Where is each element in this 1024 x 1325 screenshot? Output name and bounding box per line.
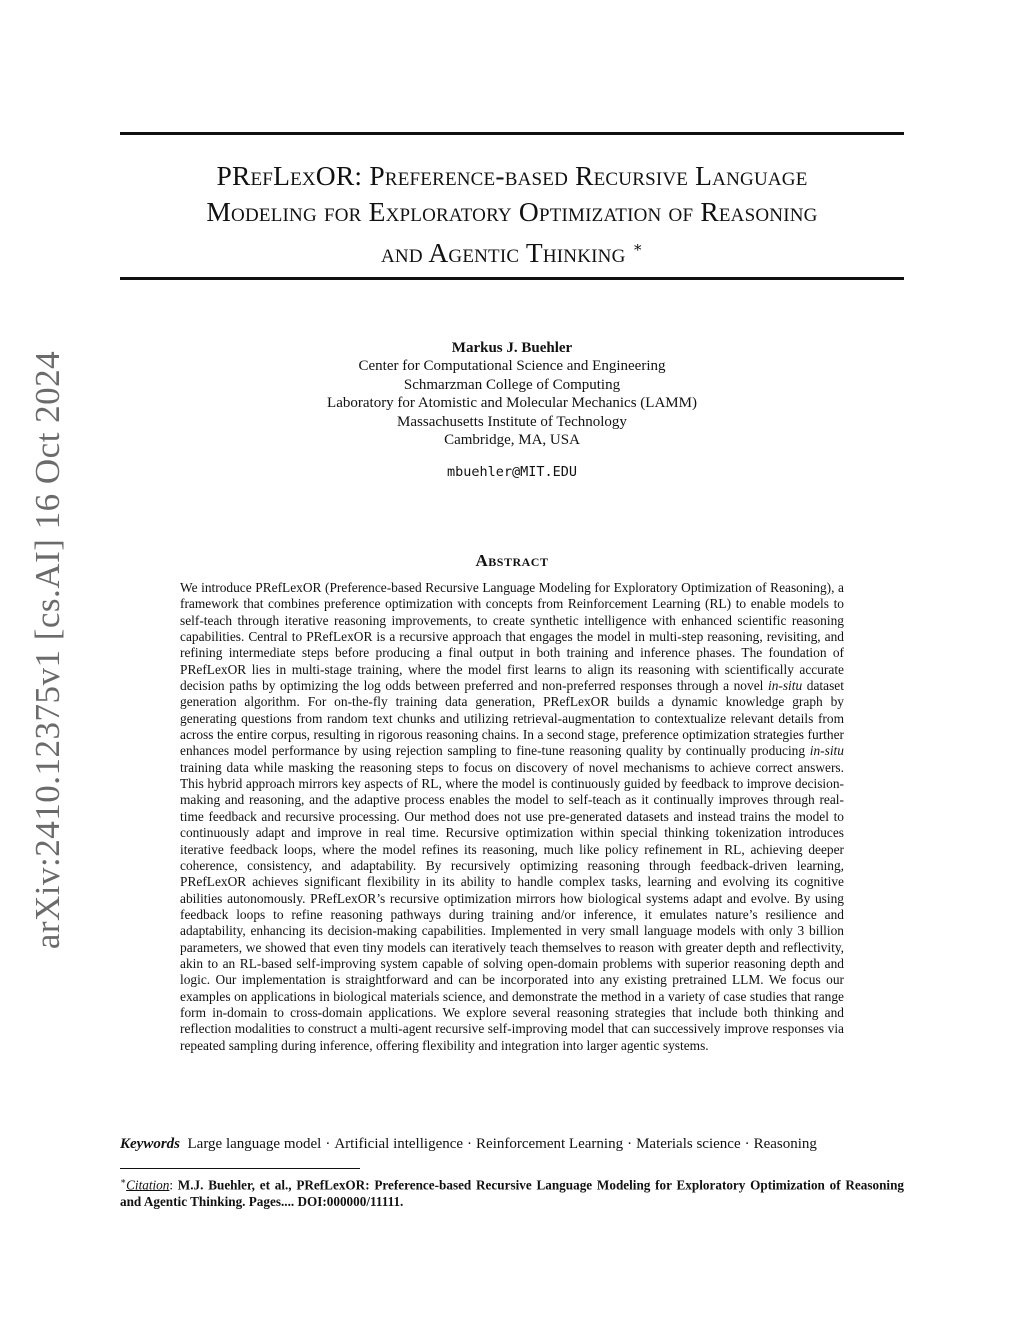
title-footnote-marker: ∗ (632, 240, 643, 256)
author-block (120, 339, 904, 482)
keyword-separator: · (325, 1136, 331, 1152)
footnote-rule (120, 1168, 360, 1169)
title-line-2: Modeling for Exploratory Optimization of Reasoning (206, 196, 818, 227)
footnote-marker: ∗ (120, 1176, 127, 1186)
keyword-separator: · (744, 1136, 750, 1152)
keyword-item: Reasoning (753, 1136, 817, 1152)
title-line-3 (120, 230, 904, 271)
arxiv-stamp-text: arXiv:2410.12375v1 [cs.AI] 16 Oct 2024 (28, 350, 67, 950)
abstract-text-3: training data while masking the reasoning steps to focus on discovery of novel mechanisms to achieve correct answers. This hybrid approach mirrors key aspects of RL, where the model is continuously guided by feedback to improve decision-making and reasoning, and the adaptive process enables the model to self-teach as it continually improves through real-time feedback and recursive processing. Our method does not use pre-generated datasets and instead trains the model to continuously adapt and improve in real time. Recursive optimization within special thinking tokenization introduces iterative feedback loops, where the model refines its reasoning, much like policy refinement in RL, achieving deeper coherence, consistency, and adaptability. By recursively optimizing reasoning through feedback-driven learning, PRefLexOR achieves significant flexibility in its ability to handle complex tasks, learning and evolving its cognitive abilities autonomously. PRefLexOR’s recursive optimization mirrors how biological systems adapt and evolve. By using feedback loops to refine reasoning pathways during training and/or inference, it emulates nature’s resilience and adaptability, enhancing its decision-making capabilities. Implemented in very small language models with only 3 billion parameters, we showed that even tiny models can iteratively teach themselves to reason with greater depth and reflectivity, akin to an RL-based self-improving system capable of solving open-domain problems with superior reasoning depth and logic. Our implementation is straightforward and can be incorporated into any existing pretrained LLM. We focus our examples on applications in biological materials science, and demonstrate the method in a variety of case studies that range form in-domain to cross-domain applications. We explore several reasoning strategies that include both thinking and reflection modalities to construct a multi-agent recursive self-improving model that can successively improve responses via repeated sampling during inference, offering flexibility and integration into larger agentic systems. (180, 759, 844, 1053)
keyword-item: Large language model (187, 1136, 322, 1152)
paper-title (120, 158, 904, 271)
abstract-italic-1: in-situ (767, 678, 803, 694)
title-line-3-text: and Agentic Thinking (381, 237, 626, 269)
footnote-citation-label[interactable]: Citation (126, 1177, 170, 1193)
keywords-label: Keywords (120, 1136, 180, 1152)
abstract-text-2: dataset generation algorithm. For on-the-fly training data generation, PRefLexOR builds a dynamic knowledge graph by generating questions from random text chunks and utilizing retrieval-augmentation to contextualize relevant details from across the entire corpus, resulting in rigorous reasoning chains. In a second stage, preference optimization strategies further enhances model performance by using rejection sampling to fine-tune reasoning quality by continually producing (180, 678, 844, 759)
affiliation-line: Laboratory for Atomistic and Molecular Mechanics (LAMM) (327, 395, 697, 412)
title-rule-bottom (120, 277, 904, 280)
keyword-separator: · (627, 1136, 633, 1152)
title-rule-top (120, 132, 904, 135)
affiliation-line: Massachusetts Institute of Technology (397, 413, 627, 430)
keyword-item: Materials science (636, 1136, 741, 1152)
footnote-colon: : (169, 1177, 174, 1193)
citation-footnote (120, 1173, 904, 1210)
keywords-line (120, 1136, 920, 1153)
affiliation-line: Cambridge, MA, USA (444, 432, 580, 449)
abstract-paragraph (180, 580, 844, 1054)
affiliation-line: Center for Computational Science and Engineering (358, 358, 666, 375)
keyword-item: Reinforcement Learning (476, 1136, 624, 1152)
abstract-text-1: We introduce PRefLexOR (Preference-based Recursive Language Modeling for Exploratory Optimization of Reasoning), a framework that combines preference optimization with concepts from Reinforcement Learning (RL) to enable models to self-teach through iterative reasoning improvements, to create synthetic intelligence with enhanced scientific reasoning capabilities. Central to PRefLexOR is a recursive approach that engages the model in multi-step reasoning, revisiting, and refining intermediate steps before producing a final output in both training and inference phases. The foundation of PRefLexOR lies in multi-stage training, where the model first learns to align its reasoning with scientifically accurate decision paths by optimizing the log odds between preferred and non-preferred responses through a novel (180, 580, 844, 694)
abstract-body (180, 580, 844, 1054)
abstract-italic-2: in-situ (809, 743, 844, 759)
title-line-1: PRefLexOR: Preference-based Recursive Language (216, 160, 808, 191)
author-name: Markus J. Buehler (451, 340, 573, 356)
abstract-heading: Abstract (475, 551, 549, 570)
keyword-item: Artificial intelligence (334, 1136, 464, 1152)
keyword-separator: · (467, 1136, 473, 1152)
author-email[interactable]: mbuehler@MIT.EDU (446, 464, 578, 481)
footnote-citation-text: M.J. Buehler, et al., PRefLexOR: Preference-based Recursive Language Modeling for Exploratory Optimization of Reasoning and Agentic Thinking. Pages.... DOI:000000/11111. (120, 1177, 904, 1209)
affiliation-line: Schmarzman College of Computing (403, 376, 621, 393)
